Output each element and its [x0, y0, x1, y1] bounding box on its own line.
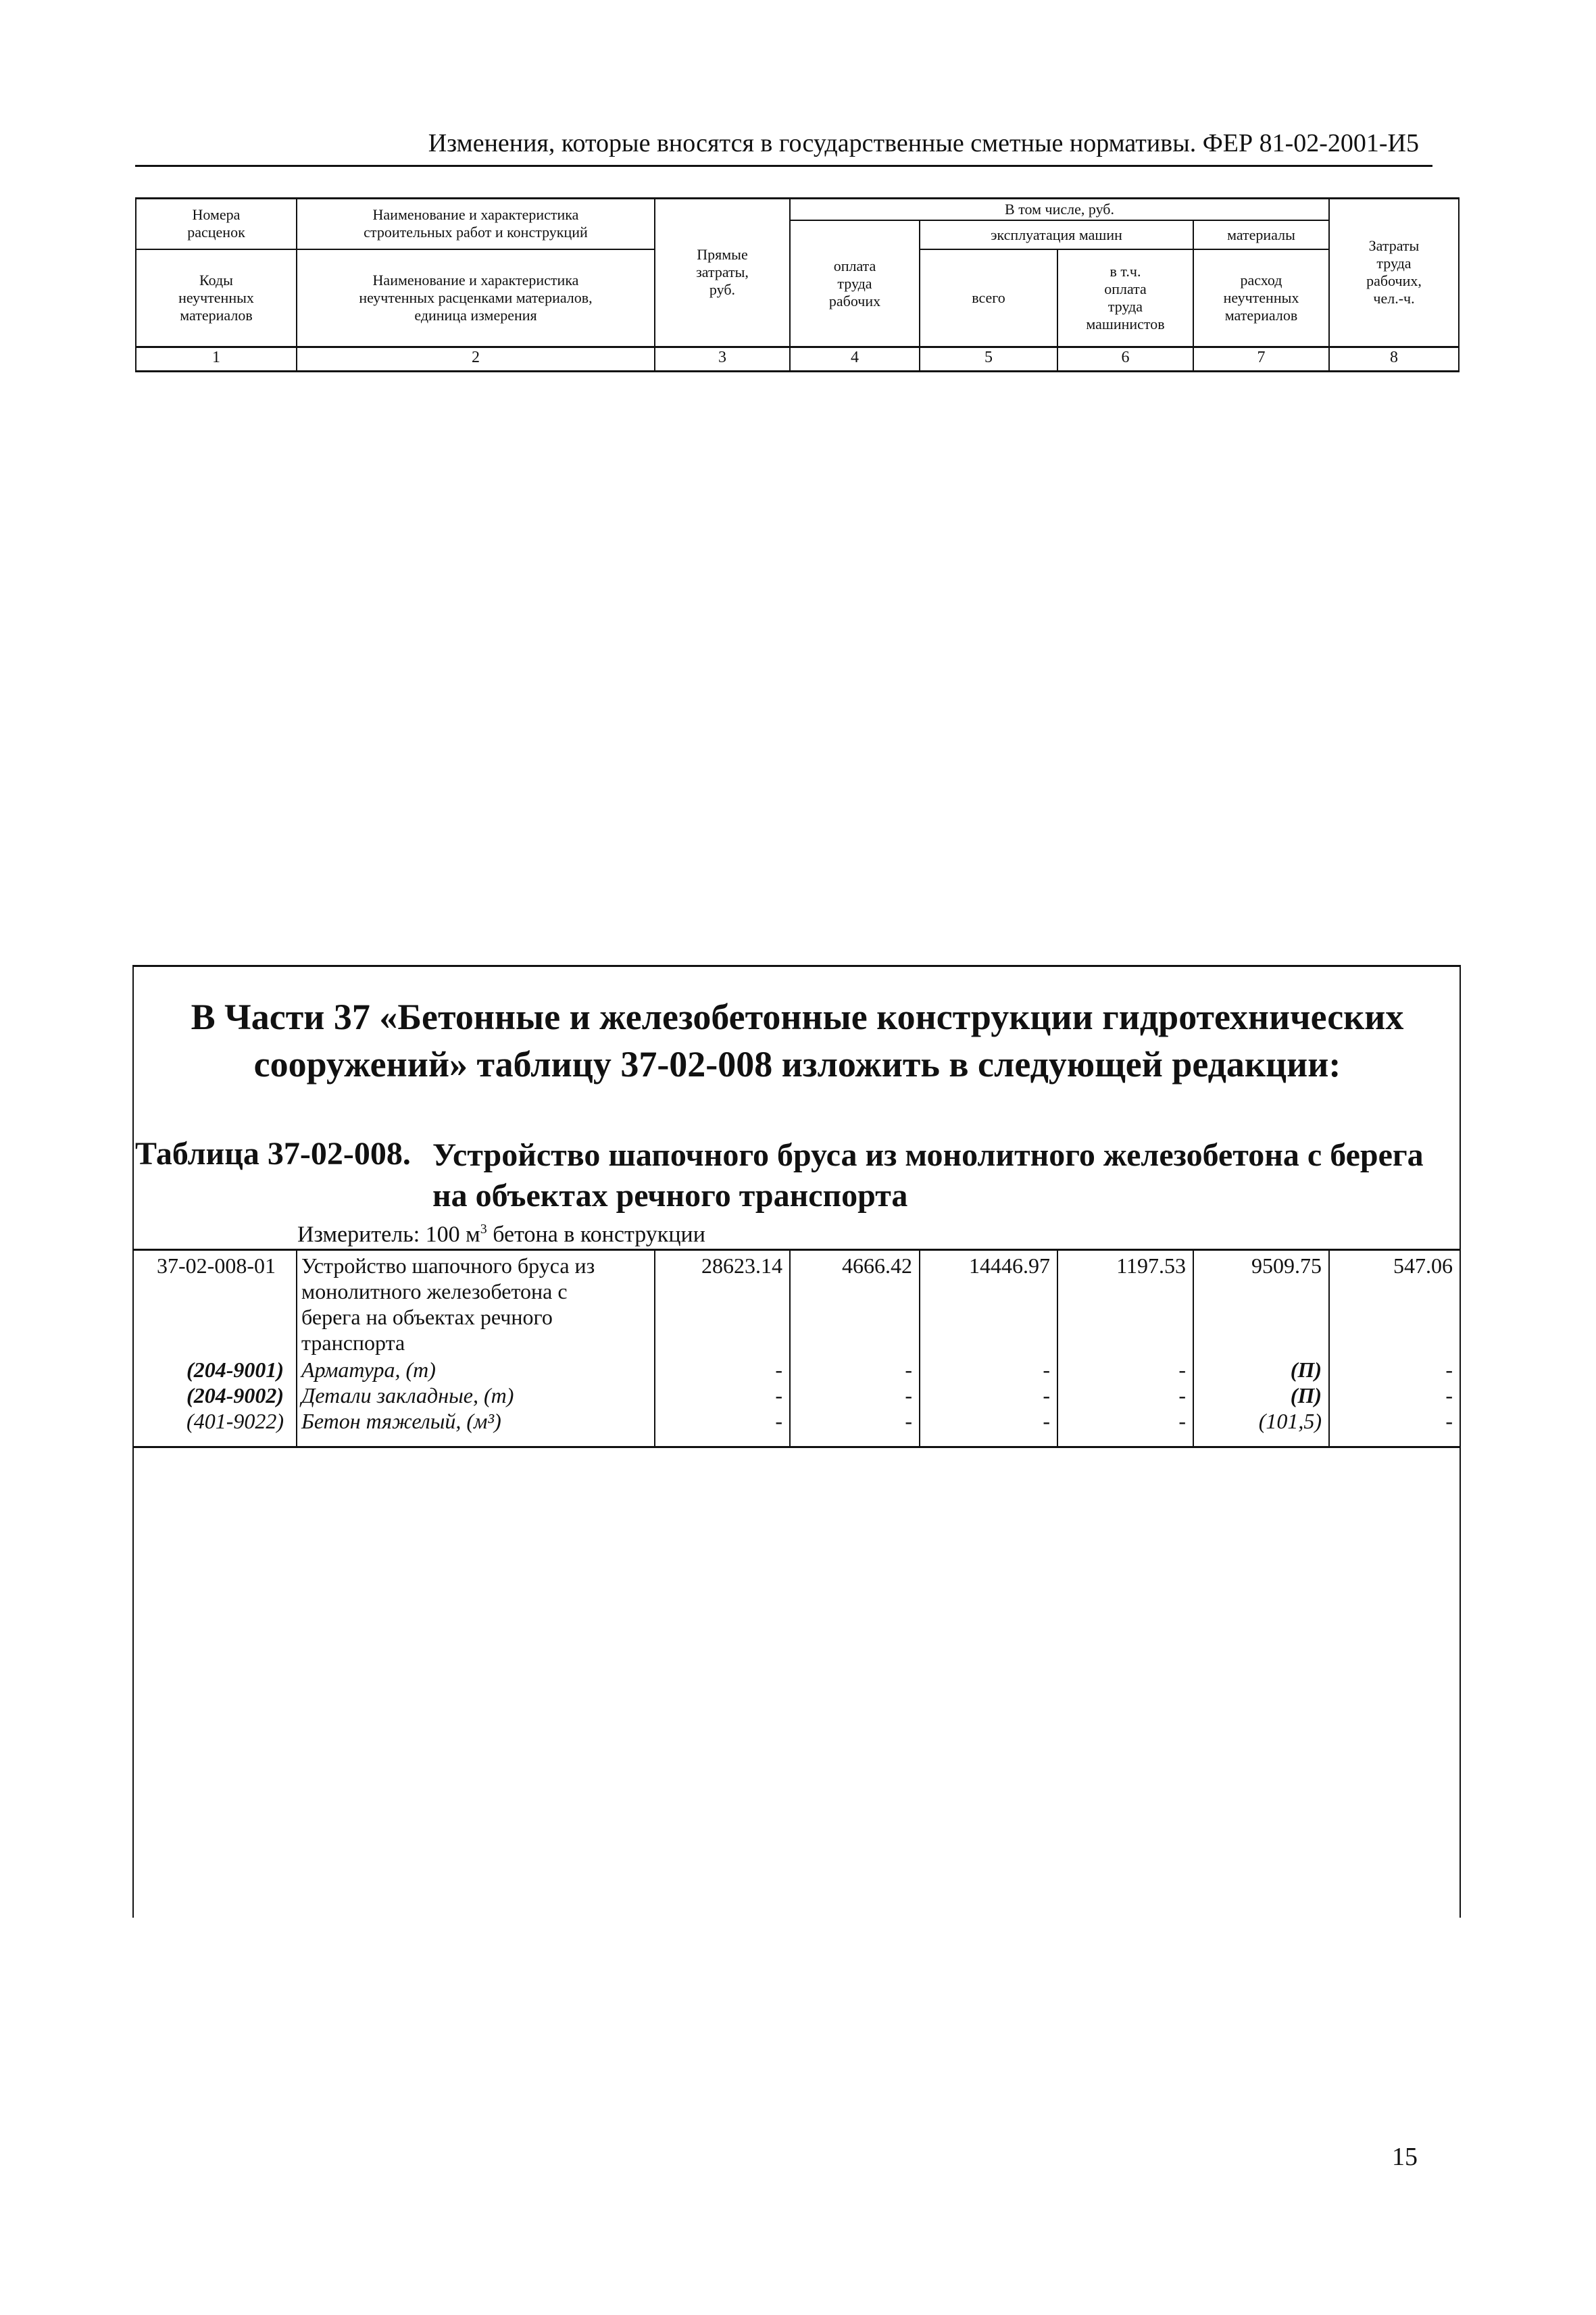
col2-bottom-header: Наименование и характеристика неучтенных расценками материалов, единица измерения [359, 272, 593, 324]
col6-header: в т.ч. оплата труда машинистов [1086, 263, 1165, 332]
column-number-4: 4 [851, 349, 859, 366]
resource-c8: - [1445, 1409, 1453, 1433]
row-wages: 4666.42 [842, 1253, 912, 1278]
row-machinists: 1197.53 [1116, 1253, 1186, 1278]
col1-top-header: Номера расценок [187, 206, 245, 241]
resource-c4: - [905, 1383, 912, 1408]
row-name-line-1: Устройство шапочного бруса из [301, 1253, 595, 1278]
column-number-7: 7 [1257, 349, 1266, 366]
section-title: В Части 37 «Бетонные и железобетонные конструкции гидротехнических сооружений» таблицу 37-02-008 изложить в следующей редакции: [191, 997, 1404, 1085]
row-name-line-2: монолитного железобетона с [301, 1279, 568, 1303]
resource-c5: - [1043, 1409, 1050, 1433]
unit-of-measure [297, 1222, 705, 1247]
resource-c8: - [1445, 1358, 1453, 1382]
header-rule [135, 165, 1432, 167]
resource-c6: - [1178, 1358, 1186, 1382]
resource-c4: - [905, 1409, 912, 1433]
meter-superscript: 3 [480, 1222, 487, 1237]
group-title-header: В том числе, руб. [1005, 200, 1114, 218]
resource-name: Арматура, (т) [301, 1358, 436, 1382]
col3-header: Прямые затраты, руб. [696, 246, 749, 298]
resource-c7: (101,5) [1258, 1409, 1322, 1433]
meter-suffix: бетона в конструкции [487, 1222, 705, 1247]
resource-c3: - [775, 1358, 782, 1382]
column-number-1: 1 [212, 349, 220, 366]
page-header: Изменения, которые вносятся в государственные сметные нормативы. ФЕР 81-02-2001-И5 [428, 129, 1419, 157]
col4-header: оплата труда рабочих [828, 257, 881, 309]
meter-prefix: Измеритель: 100 м [297, 1222, 480, 1247]
group-materials-header: материалы [1227, 226, 1295, 243]
resource-c8: - [1445, 1383, 1453, 1408]
col2-top-header: Наименование и характеристика строительных работ и конструкций [364, 206, 588, 241]
resource-c3: - [775, 1409, 782, 1433]
resource-c7: (П) [1290, 1383, 1322, 1408]
resource-c5: - [1043, 1358, 1050, 1382]
table-title-label: Таблица 37-02-008. [135, 1136, 411, 1172]
resource-c5: - [1043, 1383, 1050, 1408]
column-number-2: 2 [472, 349, 480, 366]
resource-c7: (П) [1290, 1358, 1322, 1382]
resource-code: (204-9001) [186, 1358, 284, 1382]
column-number-3: 3 [718, 349, 726, 366]
row-name-line-4: транспорта [301, 1330, 405, 1355]
col5-header: всего [972, 289, 1005, 306]
page-number: 15 [1392, 2143, 1418, 2171]
resource-c4: - [905, 1358, 912, 1382]
row-materials: 9509.75 [1251, 1253, 1322, 1278]
resource-name: Бетон тяжелый, (м³) [301, 1409, 501, 1433]
col8-header: Затраты труда рабочих, чел.-ч. [1366, 237, 1422, 307]
resource-name: Детали закладные, (т) [301, 1383, 514, 1408]
col7-header: расход неучтенных материалов [1223, 272, 1299, 324]
resource-code: (401-9022) [186, 1409, 284, 1433]
group-machines-header: эксплуатация машин [991, 226, 1122, 243]
row-name-line-3: берега на объектах речного [301, 1305, 553, 1329]
resource-code: (204-9002) [186, 1383, 284, 1408]
row-direct-costs: 28623.14 [701, 1253, 782, 1278]
row-machines: 14446.97 [969, 1253, 1050, 1278]
table-title-text: Устройство шапочного бруса из монолитного железобетона с берега на объектах речного транспорта [432, 1137, 1424, 1214]
column-number-8: 8 [1390, 349, 1398, 366]
resource-c3: - [775, 1383, 782, 1408]
column-number-6: 6 [1121, 349, 1130, 366]
resource-c6: - [1178, 1383, 1186, 1408]
col1-bottom-header: Коды неучтенных материалов [178, 272, 254, 324]
row-labor: 547.06 [1393, 1253, 1453, 1278]
row-code: 37-02-008-01 [157, 1253, 276, 1278]
resource-c6: - [1178, 1409, 1186, 1433]
column-number-5: 5 [984, 349, 993, 366]
